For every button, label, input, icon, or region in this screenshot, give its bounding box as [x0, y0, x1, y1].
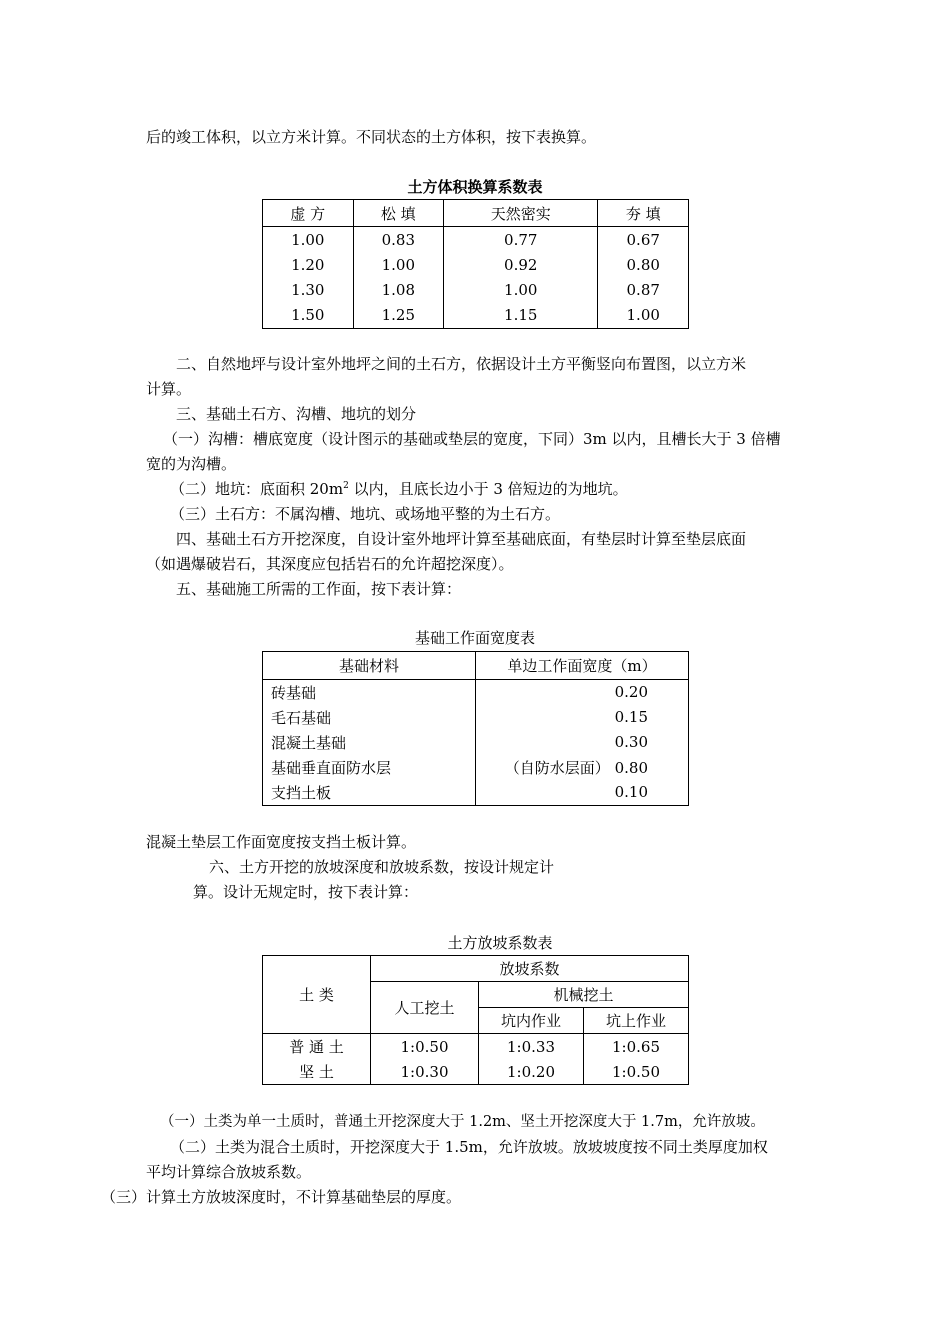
t1-header: 松 填 — [353, 200, 444, 227]
para6-line2: 算。设计无规定时，按下表计算： — [193, 883, 419, 901]
t1-cell: 0.80 — [598, 253, 689, 278]
t3-in-pit-header: 坑内作业 — [479, 1008, 584, 1034]
para5: 五、基础施工所需的工作面，按下表计算： — [176, 580, 462, 598]
t3-machine-header: 机械挖土 — [479, 982, 689, 1008]
superscript: 2 — [343, 481, 349, 491]
t1-cell: 1.15 — [444, 303, 598, 329]
note-after-table2: 混凝土垫层工作面宽度按支挡土板计算。 — [146, 833, 417, 851]
t2-width: 0.20 — [476, 680, 689, 705]
t1-cell: 0.77 — [444, 227, 598, 253]
t1-cell: 0.83 — [353, 227, 444, 253]
t3-cell: 坚 土 — [263, 1060, 371, 1085]
t2-material: 毛石基础 — [263, 705, 476, 730]
t1-cell: 1.25 — [353, 303, 444, 329]
t2-material: 支挡土板 — [263, 780, 476, 806]
t3-cell: 普 通 土 — [263, 1034, 371, 1060]
t3-cell: 1:0.30 — [371, 1060, 479, 1085]
t3-cell: 1:0.20 — [479, 1060, 584, 1085]
t3-on-pit-header: 坑上作业 — [584, 1008, 689, 1034]
t1-cell: 1.50 — [263, 303, 354, 329]
t1-cell: 0.67 — [598, 227, 689, 253]
volume-conversion-table — [262, 199, 689, 329]
para3-2-text: （二）地坑：底面积 20m — [170, 480, 344, 498]
t2-width: 0.10 — [476, 780, 689, 806]
t1-header: 天然密实 — [444, 200, 598, 227]
para6-line1: 六、土方开挖的放坡深度和放坡系数，按设计规定计 — [209, 858, 555, 876]
t2-width-cell — [476, 755, 689, 780]
t2-header: 基础材料 — [263, 652, 476, 680]
t1-cell: 1.00 — [444, 278, 598, 303]
final-2-line2: 平均计算综合放坡系数。 — [146, 1163, 312, 1181]
t1-cell: 1.00 — [353, 253, 444, 278]
t3-slope-header: 放坡系数 — [371, 956, 689, 982]
para2-line1: 二、自然地坪与设计室外地坪之间的土石方，依据设计土方平衡竖向布置图，以立方米 — [176, 355, 747, 373]
t1-cell: 0.92 — [444, 253, 598, 278]
t3-cell: 1:0.33 — [479, 1034, 584, 1060]
t1-cell: 1.08 — [353, 278, 444, 303]
t1-cell: 1.00 — [263, 227, 354, 253]
work-face-width-table — [262, 651, 689, 806]
table2-title: 基础工作面宽度表 — [414, 629, 535, 647]
t1-header: 虚 方 — [263, 200, 354, 227]
slope-coefficient-table — [262, 955, 689, 1085]
final-2-line1: （二）土类为混合土质时，开挖深度大于 1.5m，允许放坡。放坡坡度按不同土类厚度加权 — [170, 1138, 768, 1156]
t1-header: 夯 填 — [598, 200, 689, 227]
para4-line2: （如遇爆破岩石，其深度应包括岩石的允许超挖深度）。 — [146, 555, 514, 573]
t3-soil-header: 土 类 — [263, 956, 371, 1034]
t1-cell: 1.00 — [598, 303, 689, 329]
t2-width: 0.80 — [614, 758, 648, 777]
para3: 三、基础土石方、沟槽、地坑的划分 — [176, 405, 417, 423]
t2-material: 混凝土基础 — [263, 730, 476, 755]
t1-cell: 1.30 — [263, 278, 354, 303]
para3-2-text-b: 以内，且底长边小于 3 倍短边的为地坑。 — [348, 480, 628, 498]
t3-cell: 1:0.65 — [584, 1034, 689, 1060]
final-1: （一）土类为单一土质时，普通土开挖深度大于 1.2m、坚土开挖深度大于 1.7m，允许放坡。 — [160, 1114, 765, 1130]
para3-3: （三）土石方：不属沟槽、地坑、或场地平整的为土石方。 — [170, 505, 561, 523]
t1-cell: 0.87 — [598, 278, 689, 303]
t2-material: 砖基础 — [263, 680, 476, 705]
para2-line2: 计算。 — [146, 380, 192, 398]
table1-title: 土方体积换算系数表 — [407, 178, 543, 196]
para3-1-line1: （一）沟槽：槽底宽度（设计图示的基础或垫层的宽度，下同）3m 以内，且槽长大于 3 倍槽 — [163, 430, 781, 448]
t3-cell: 1:0.50 — [584, 1060, 689, 1085]
para4-line1: 四、基础土石方开挖深度，自设计室外地坪计算至基础底面，有垫层时计算至垫层底面 — [176, 530, 747, 548]
final-3: （三）计算土方放坡深度时，不计算基础垫层的厚度。 — [101, 1188, 462, 1206]
t2-note: （自防水层面） — [504, 758, 610, 777]
t3-manual-header: 人工挖土 — [371, 982, 479, 1034]
t3-cell: 1:0.50 — [371, 1034, 479, 1060]
t2-width: 0.15 — [476, 705, 689, 730]
t2-header: 单边工作面宽度（m） — [476, 652, 689, 680]
para3-1-line2: 宽的为沟槽。 — [146, 455, 237, 473]
t2-material: 基础垂直面防水层 — [263, 755, 476, 780]
t2-width: 0.30 — [476, 730, 689, 755]
para3-2 — [170, 479, 628, 499]
intro-line: 后的竣工体积，以立方米计算。不同状态的土方体积，按下表换算。 — [146, 128, 597, 146]
table3-title: 土方放坡系数表 — [447, 934, 553, 952]
t1-cell: 1.20 — [263, 253, 354, 278]
